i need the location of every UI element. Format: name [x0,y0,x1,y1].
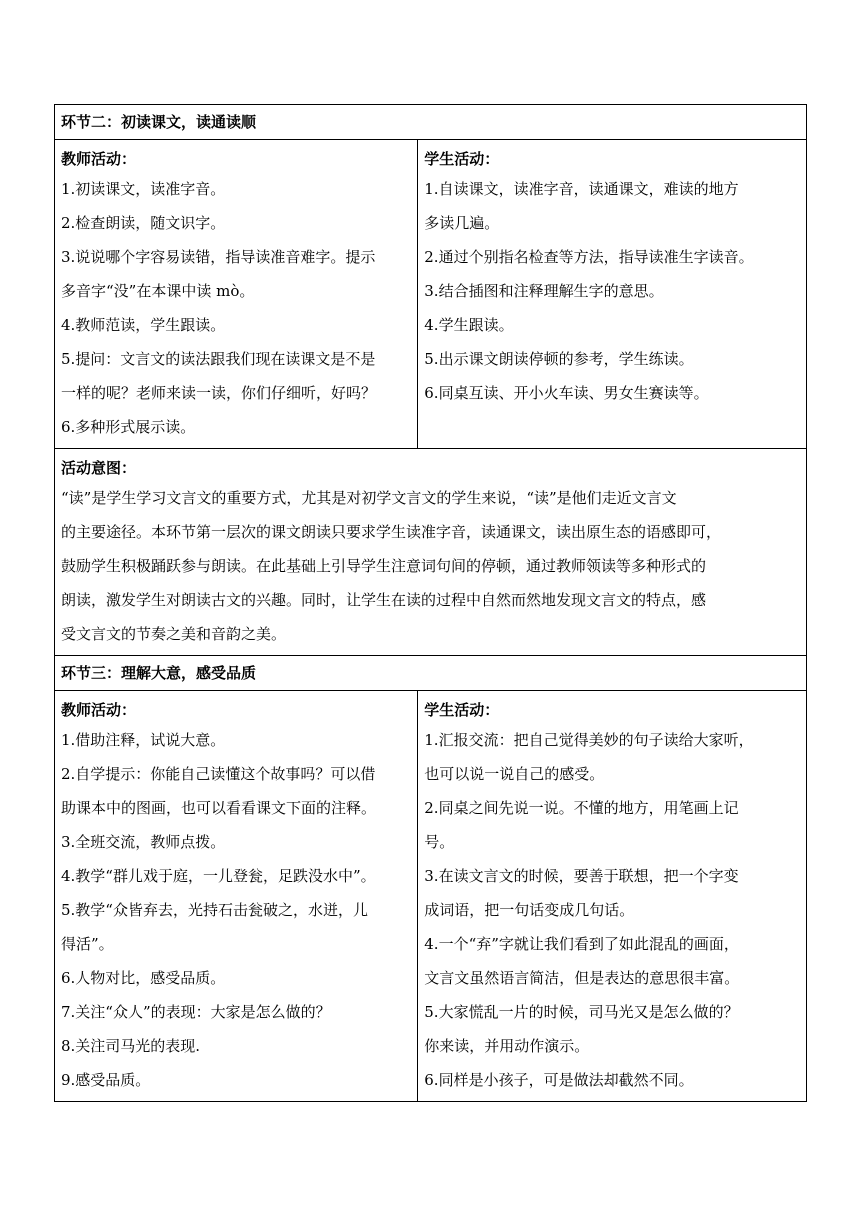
list-item: 1.初读课文，读准字音。 [61,180,226,198]
list-item: 一样的呢？老师来读一读，你们仔细听，好吗？ [61,384,377,402]
list-item: 2.检查朗读，随文识字。 [61,214,226,232]
list-item: 6.多种形式展示读。 [61,418,196,436]
list-item: 2.自学提示：你能自己读懂这个故事吗？可以借 [61,765,376,783]
list-item: 9.感受品质。 [61,1071,151,1089]
list-item: 6.同桌互读、开小火车读、男女生赛读等。 [424,384,709,402]
list-item: 5.出示课文朗读停顿的参考，学生练读。 [424,350,694,368]
lesson-plan-table [54,104,807,1102]
list-item: 4.教学“群儿戏于庭，一儿登瓮，足跌没水中”。 [61,867,376,885]
section2-teacher-cell [55,140,418,449]
lesson-plan-page [54,104,807,1102]
list-item: 文言文虽然语言简洁，但是表达的意思很丰富。 [424,969,740,987]
list-item: 5.教学“众皆弃去，光持石击瓮破之，水迸，儿 [61,901,368,919]
list-item: 5.提问：文言文的读法跟我们现在读课文是不是 [61,350,376,368]
section3-student-heading: 学生活动： [424,701,500,719]
list-item: 2.通过个别指名检查等方法，指导读准生字读音。 [424,248,754,266]
intent-line: 受文言文的节奏之美和音韵之美。 [61,625,287,643]
list-item: 成词语，把一句话变成几句话。 [424,901,635,919]
intent-line: 鼓励学生积极踊跃参与朗读。在此基础上引导学生注意词句间的停顿，通过教师领读等多种形式的 [61,557,707,575]
list-item: 4.一个“弃”字就让我们看到了如此混乱的画面， [424,935,739,953]
section2-activities-row [55,140,807,449]
list-item: 3.全班交流，教师点拨。 [61,833,226,851]
list-item: 3.在读文言文的时候，要善于联想，把一个字变 [424,867,739,885]
list-item: 5.大家慌乱一片的时候，司马光又是怎么做的？ [424,1003,739,1021]
intent-line: 的主要途径。本环节第一层次的课文朗读只要求学生读准字音，读通课文，读出原生态的语感即可， [61,523,722,541]
list-item: 1.自读课文，读准字音，读通课文，难读的地方 [424,180,739,198]
list-item: 3.说说哪个字容易读错，指导读准音难字。提示 [61,248,376,266]
list-item: 也可以说一说自己的感受。 [424,765,605,783]
section2-title-row [55,105,807,140]
list-item: 3.结合插图和注释理解生字的意思。 [424,282,664,300]
list-item: 得活”。 [61,935,114,953]
list-item: 2.同桌之间先说一说。不懂的地方，用笔画上记 [424,799,739,817]
list-item: 助课本中的图画，也可以看看课文下面的注释。 [61,799,377,817]
section2-teacher-heading: 教师活动： [61,150,137,168]
list-item: 4.学生跟读。 [424,316,514,334]
section2-intent-row [55,449,807,656]
list-item: 号。 [424,833,455,851]
intent-line: 朗读，激发学生对朗读古文的兴趣。同时，让学生在读的过程中自然而然地发现文言文的特点，感 [61,591,707,609]
list-item: 1.汇报交流：把自己觉得美妙的句子读给大家听， [424,731,754,749]
section2-student-heading: 学生活动： [424,150,500,168]
list-item: 你来读，并用动作演示。 [424,1037,590,1055]
section3-title-row [55,656,807,691]
list-item: 多读几遍。 [424,214,500,232]
section2-title: 环节二：初读课文，读通读顺 [55,105,807,140]
list-item: 8.关注司马光的表现. [61,1037,201,1055]
section3-title: 环节三：理解大意，感受品质 [55,656,807,691]
list-item: 7.关注“众人”的表现：大家是怎么做的？ [61,1003,331,1021]
intent-line: “读”是学生学习文言文的重要方式，尤其是对初学文言文的学生来说，“读”是他们走近文言文 [61,489,677,507]
section3-student-cell [418,691,807,1102]
section2-student-cell [418,140,807,449]
section3-activities-row [55,691,807,1102]
section2-intent-heading: 活动意图： [61,459,137,477]
list-item: 6.同样是小孩子，可是做法却截然不同。 [424,1071,694,1089]
list-item: 1.借助注释，试说大意。 [61,731,226,749]
section3-teacher-heading: 教师活动： [61,701,137,719]
list-item: 多音字“没”在本课中读 mò。 [61,282,255,300]
list-item: 4.教师范读，学生跟读。 [61,316,226,334]
section2-intent-cell [55,449,807,656]
section3-teacher-cell [55,691,418,1102]
list-item: 6.人物对比，感受品质。 [61,969,226,987]
